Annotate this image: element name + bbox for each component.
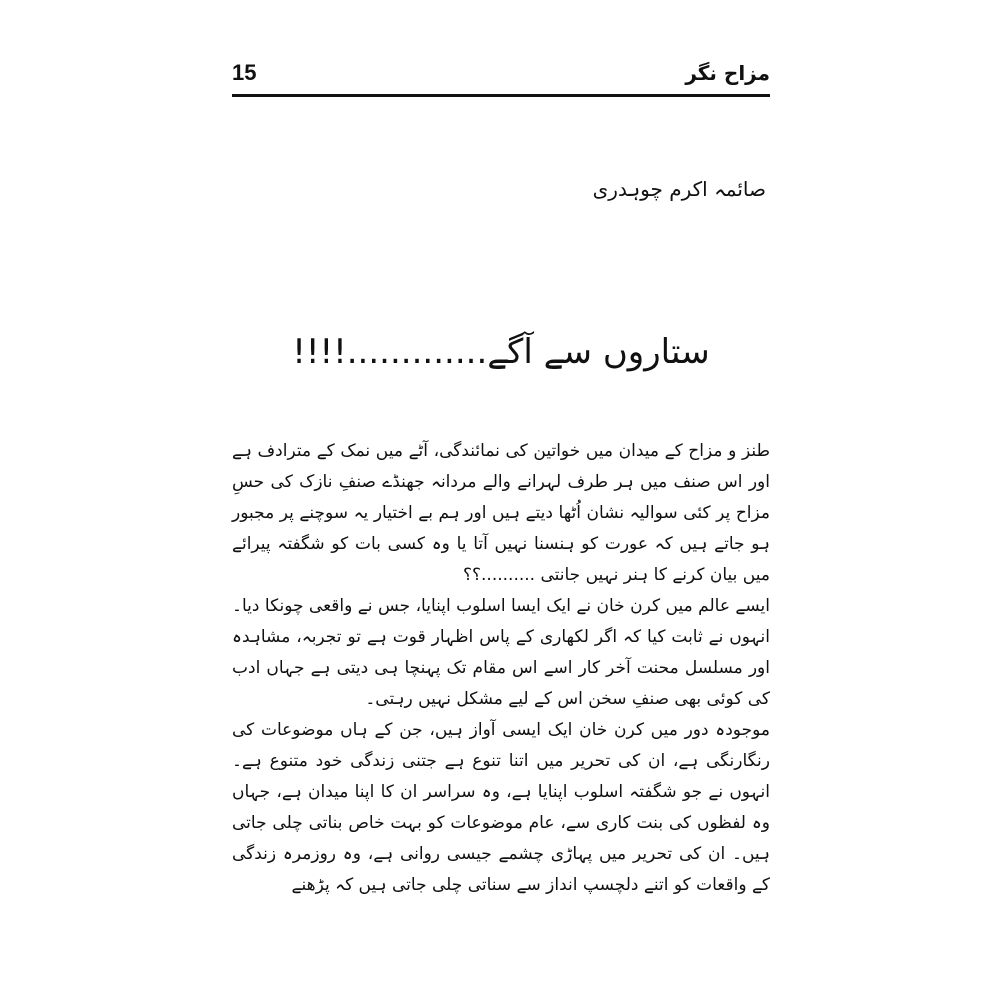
paragraph: ایسے عالم میں کرن خان نے ایک ایسا اسلوب اپنایا، جس نے واقعی چونکا دیا۔ انہوں نے ثابت کیا کہ اگر لکھاری کے پاس اظہار قوت ہے تو تجربہ، مشاہدہ اور مسلسل محنت آخر کار اسے اس مقام تک پہنچا ہی دیتی ہے جہاں ادب کی کوئی بھی صنفِ سخن اس کے لیے مشکل نہیں رہتی۔ [232,596,770,709]
paragraph: طنز و مزاح کے میدان میں خواتین کی نمائندگی، آٹے میں نمک کے مترادف ہے اور اس صنف میں ہر طرف لہرانے والے مردانہ جھنڈے صنفِ نازک کی حسِ مزاح پر کئی سوالیہ نشان اُٹھا دیتے ہیں اور ہم بے اختیار یہ سوچنے پر مجبور ہو جاتے ہیں کہ عورت کو ہنسنا نہیں آتا یا وہ کسی بات کو شگفتہ پیرائے میں بیان کرنے کا ہنر نہیں جانتی ..........؟؟ [232,441,770,585]
paragraph: موجودہ دور میں کرن خان ایک ایسی آواز ہیں، جن کے ہاں موضوعات کی رنگارنگی ہے، ان کی تحریر میں اتنا تنوع ہے جتنی زندگی خود متنوع ہے۔ انہوں نے جو شگفتہ اسلوب اپنایا ہے، وہ سراسر ان کا اپنا میدان ہے، جہاں وہ لفظوں کی بنت کاری سے، عام موضوعات کو بہت خاص بناتی چلی جاتی ہیں۔ ان کی تحریر میں پہاڑی چشمے جیسی روانی ہے، وہ روزمرہ زندگی کے واقعات کو اتنے دلچسپ انداز سے سناتی چلی جاتی ہیں کہ پڑھنے [232,720,770,895]
article-title: ستاروں سے آگے.............!!!! [292,332,710,372]
page-number: 15 [232,60,257,85]
author-name: صائمہ اکرم چوہدری [592,177,766,201]
running-title: مزاح نگر [685,61,770,85]
page-header [232,58,770,94]
article-body [232,436,770,901]
header-rule [232,94,770,97]
